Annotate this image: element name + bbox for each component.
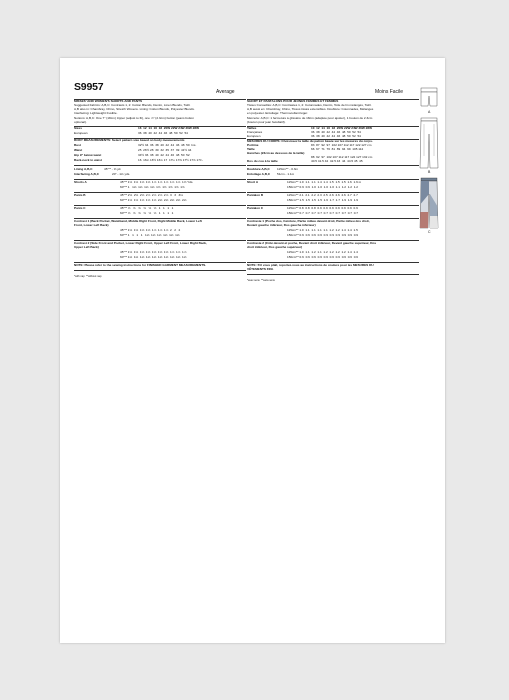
contrast1-heading: Front, Lower Left Back) <box>74 223 109 227</box>
footnote: *with nap **without nap <box>74 275 102 278</box>
notions-line: optional). <box>74 120 87 124</box>
divider <box>74 270 246 271</box>
waist-values: 66 67 71 76 81 89 94 99 105 112 <box>311 147 364 151</box>
yardage-row: 115cm** 1.0 1.1 1.1 1.1 1.1 1.2 1.2 1.4 1.4 1.5 <box>287 228 358 232</box>
thumb-label-b: B <box>428 170 431 174</box>
pants-b-label: Pants B <box>74 193 86 197</box>
yardage-row: 45"** 1⅝ 1⅝ 1⅝ 1⅝ 1⅝ 1⅝ 1⅝ 1⅞ 1⅞ 1⅞ <box>120 250 187 254</box>
bust-values: 83 87 92 97 102 107 112 117 122 127 cm <box>311 143 372 147</box>
yardage-row: 60"** 1⅛ 1⅛ 1⅛ 1⅛ 1⅛ 1⅛ 1⅛ 1⅛ 1⅛ 1⅛ <box>120 255 187 259</box>
fabrics-line: Interfacing: Lightweight Fusible. <box>74 111 118 115</box>
fabrics-line: A,B also in: Chambray, Chino, Stretch Wovens. Lining: Cotton Blends, Polyester Blends. <box>74 107 195 111</box>
interfacing-value: 20" - 1⅛ yds. <box>112 172 131 176</box>
notions-line: Mercerie: A,B,C: 1 fermeture à glissière de 18cm (adaptée pour ajuster), 1 bouton de 2.3cm <box>247 116 373 120</box>
yardage-row: 150cm** 1.5 1.5 1.5 1.5 1.6 1.7 1.7 1.9 1.9 1.9 <box>287 198 359 202</box>
body-measurements-heading: BODY MEASUREMENTS: Select pattern size based on body measurements <box>74 138 185 142</box>
sizes-label: Tailles <box>247 126 257 130</box>
fabrics-line: Tissus Conseillés: A,B,C: Contrastes 1, 2: Cotonnades, Denim, Toile de lin mélangés, Twill. <box>247 103 372 107</box>
french-label: Françaises <box>247 130 263 134</box>
fabrics-line: Suggested Fabrics: A,B,C: Contrasts 1, 2: Cotton Blends, Denim, Linen Blends, Twill. <box>74 103 191 107</box>
back-neck-label: Back-neck to waist <box>74 158 102 162</box>
yardage-row: 45"** ⅝ ⅝ ⅝ ⅝ ⅝ ⅝ 1 1 1 1 <box>120 206 174 210</box>
french-values: 36 38 40 42 44 46 48 50 52 54 <box>311 130 361 134</box>
contrast2-heading: Contrast 2 (Side Front and Pocket, Lower Right Front, Upper Left Front, Lower Right Back, <box>74 241 207 245</box>
yardage-row: 150cm** 0.6 0.6 0.6 0.6 0.6 0.6 0.6 0.6 0.6 0.6 <box>287 255 359 259</box>
hip-values: 34½ 36 38 40 42 44 46 48 50 52 <box>138 153 190 157</box>
pants-b-label: Pantalon B <box>247 193 264 197</box>
body-measurements-heading: MESURES DU CORPS: Choisissez la taille du patron basée sur les mesures du corps. <box>247 139 373 143</box>
pants-c-label: Pants C <box>74 206 86 210</box>
pants-c-label: Pantalon C <box>247 206 264 210</box>
divider <box>247 165 419 166</box>
european-values: 36 38 40 42 44 46 48 50 52 54 <box>138 131 188 135</box>
notions-line: (bouton pour jean facultatif). <box>247 120 286 124</box>
hip-values: 88 92 97 102 107 112 117 122 127 132 cm <box>311 155 373 159</box>
bust-values: 32½ 34 36 38 40 42 44 46 48 50 Ins. <box>138 143 197 147</box>
note: VÊTEMENTS FINI. <box>247 267 274 271</box>
contrast2-heading: Contraste 2 (Côté devant et poche, Devant droit inférieur, Devant gauche supérieur, Dos <box>247 241 377 245</box>
fit-level: Average <box>216 89 235 95</box>
european-label: European <box>74 131 88 135</box>
pattern-envelope-back <box>60 58 445 643</box>
note: NOTE: S'il vous plaît, reportez-vous au instructions de couture pour les MESURES DU <box>247 263 374 267</box>
yardage-row: 115cm** 1.0 1.1 1.1 1.4 1.4 1.5 1.5 1.5 1.6 1.6 m <box>287 180 362 184</box>
lining-value: 45"** - ⅜ yd. <box>104 167 122 171</box>
notions-line: Notions: A,B,C: One 7" (18cm) zipper (adjust to fit), one ⅞" (2.3cm) button (jeans button <box>74 116 194 120</box>
contrast1-heading: Contrast 1 (Back Pocket, Waistband, Middle Right Front, Right Middle Back, Lower Left <box>74 219 202 223</box>
yardage-row: 150cm** 0.9 0.9 1.0 1.0 1.0 1.0 1.1 1.2 1.2 1.2 <box>287 185 359 189</box>
hip-label: Hanches (23cm au dessous de la taille) <box>247 151 305 155</box>
pants-b-illustration <box>418 116 442 176</box>
yardage-row: 45"** 1⅝ 1⅝ 1⅝ 1⅝ 1⅞ 1⅞ 1⅞ 1⅞ 1⅞ 1⅝ Yds. <box>120 180 194 184</box>
yardage-row: 150cm** 0.7 0.7 0.7 0.7 0.7 0.7 0.7 0.7 0.7 0.7 <box>287 211 359 215</box>
waist-values: 25 26½ 28 30 32 35 37 39 41½ 44 <box>138 148 192 152</box>
back-neck-label: Dos du cou à la taille <box>247 159 278 163</box>
pants-c-illustration <box>418 176 442 236</box>
contrast1-heading: Contraste 1 (Poche dos, Ceinture, Partie milieu devant droit, Partie milieu dos droit, <box>247 219 370 223</box>
yardage-row: 115cm** 0.8 0.8 0.8 0.9 0.9 0.9 0.9 0.9 0.9 0.9 <box>287 206 358 210</box>
lining-value: 115cm** - 0.3m <box>277 167 299 171</box>
contrast1-heading: Devant gauche inférieur, Dos gauche inférieur) <box>247 223 316 227</box>
interfacing-label: Entoilage A,B,C <box>247 172 271 176</box>
european-label: Européen <box>247 134 261 138</box>
fabrics-line: A,B aussi en: Chambray, Chino, Tissus tissés extensibles. Doublure: Cotonnades, Mélanges <box>247 107 374 111</box>
lining-label: Doublure A,B,C <box>247 167 270 171</box>
hip-label: Hip 9" below waist <box>74 153 102 157</box>
yardage-row: 60"** 1 1⅛ 1⅛ 1⅛ 1⅛ 1⅝ 1⅝ 1⅝ 1⅝ 1⅝ <box>120 185 185 189</box>
yardage-row: 60"** 1⅝ 1⅝ 1⅝ 1⅝ 1⅝ 2⅛ 2⅛ 2⅛ 2⅛ 2⅛ <box>120 198 187 202</box>
thumb-label-a: A <box>428 110 431 114</box>
thumb-label-c: C <box>428 230 431 234</box>
lining-label: Lining A,B,C <box>74 167 93 171</box>
garment-title: MISSES' AND WOMEN'S SHORTS AND PANTS <box>74 99 143 103</box>
fabrics-line: en polyester. Entoilage: Thermocollant léger. <box>247 111 308 115</box>
yardage-row: 60"** 1 1 1 1 1⅛ 1⅛ 1⅛ 1⅛ 1⅛ 1⅛ <box>120 233 180 237</box>
sizes-label: Sizes <box>74 126 82 130</box>
shorts-label: Short A <box>247 180 259 184</box>
yardage-row: 45"** 1⅝ 1⅝ 1⅝ 1⅝ 1⅞ 1⅞ 1⅞ 2 2 2 <box>120 228 181 232</box>
shorts-label: Shorts A <box>74 180 87 184</box>
yardage-row: 45"** 2⅝ 2⅝ 2⅝ 2⅞ 2⅞ 2⅞ 2⅞ 3 3 3⅛ <box>120 193 183 197</box>
interfacing-value: 51cm - 1.1m <box>277 172 295 176</box>
yardage-row: 115cm** 2.1 2.1 2.2 2.3 2.5 2.6 2.6 2.6 2.7 2.7 <box>287 193 358 197</box>
footnote: *avec sens **sans sens <box>247 279 275 282</box>
yardage-row: 115cm** 1.0 1.1 1.2 1.1 1.2 1.2 1.2 1.2 1.4 1.4 <box>287 250 358 254</box>
bust-label: Poitrine <box>247 143 259 147</box>
sizes-values: 16 12 14 16 18 20W 22W 24W 26W 28W <box>138 126 200 130</box>
back-neck-values: 40.5 41.5 42 42.5 43 44 44.5 45 45 <box>311 159 363 163</box>
waist-label: Taille <box>247 147 255 151</box>
waist-label: Waist <box>74 148 83 152</box>
back-neck-values: 16 16¼ 16½ 16¾ 17 17¼ 17⅜ 17½ 17⅝ 17¾ <box>138 158 203 162</box>
fit-level-fr: Moins Facile <box>375 89 404 95</box>
note: NOTE: Please refer to the sewing instructions for FINISHED GARMENT MEASUREMENTS. <box>74 263 207 267</box>
european-values: 36 38 40 42 44 46 48 50 52 54 <box>311 134 361 138</box>
yardage-row: 150cm** 0.6 0.6 0.6 0.6 0.9 0.9 0.9 0.9 0.9 0.9 <box>287 233 359 237</box>
divider <box>74 165 246 166</box>
pattern-code: S9957 <box>74 81 104 93</box>
yardage-row: 60"** ⅝ ⅝ ⅝ ⅝ ⅝ ⅝ 1 1 1 1 <box>120 211 174 215</box>
garment-thumbnails <box>418 86 442 236</box>
contrast2-heading: Upper Left Back) <box>74 245 99 249</box>
bust-label: Bust <box>74 143 81 147</box>
contrast2-heading: droit inférieur, Dos gauche supérieur) <box>247 245 303 249</box>
divider <box>247 274 419 275</box>
sizes-values: 10 12 14 16 18 20W 22W 24W 26W 28W <box>311 126 373 130</box>
garment-title-fr: SHORT ET PANTALONS POUR JEUNES FEMMES ET FEMMES <box>247 99 339 103</box>
interfacing-label: Interfacing A,B,C <box>74 172 99 176</box>
